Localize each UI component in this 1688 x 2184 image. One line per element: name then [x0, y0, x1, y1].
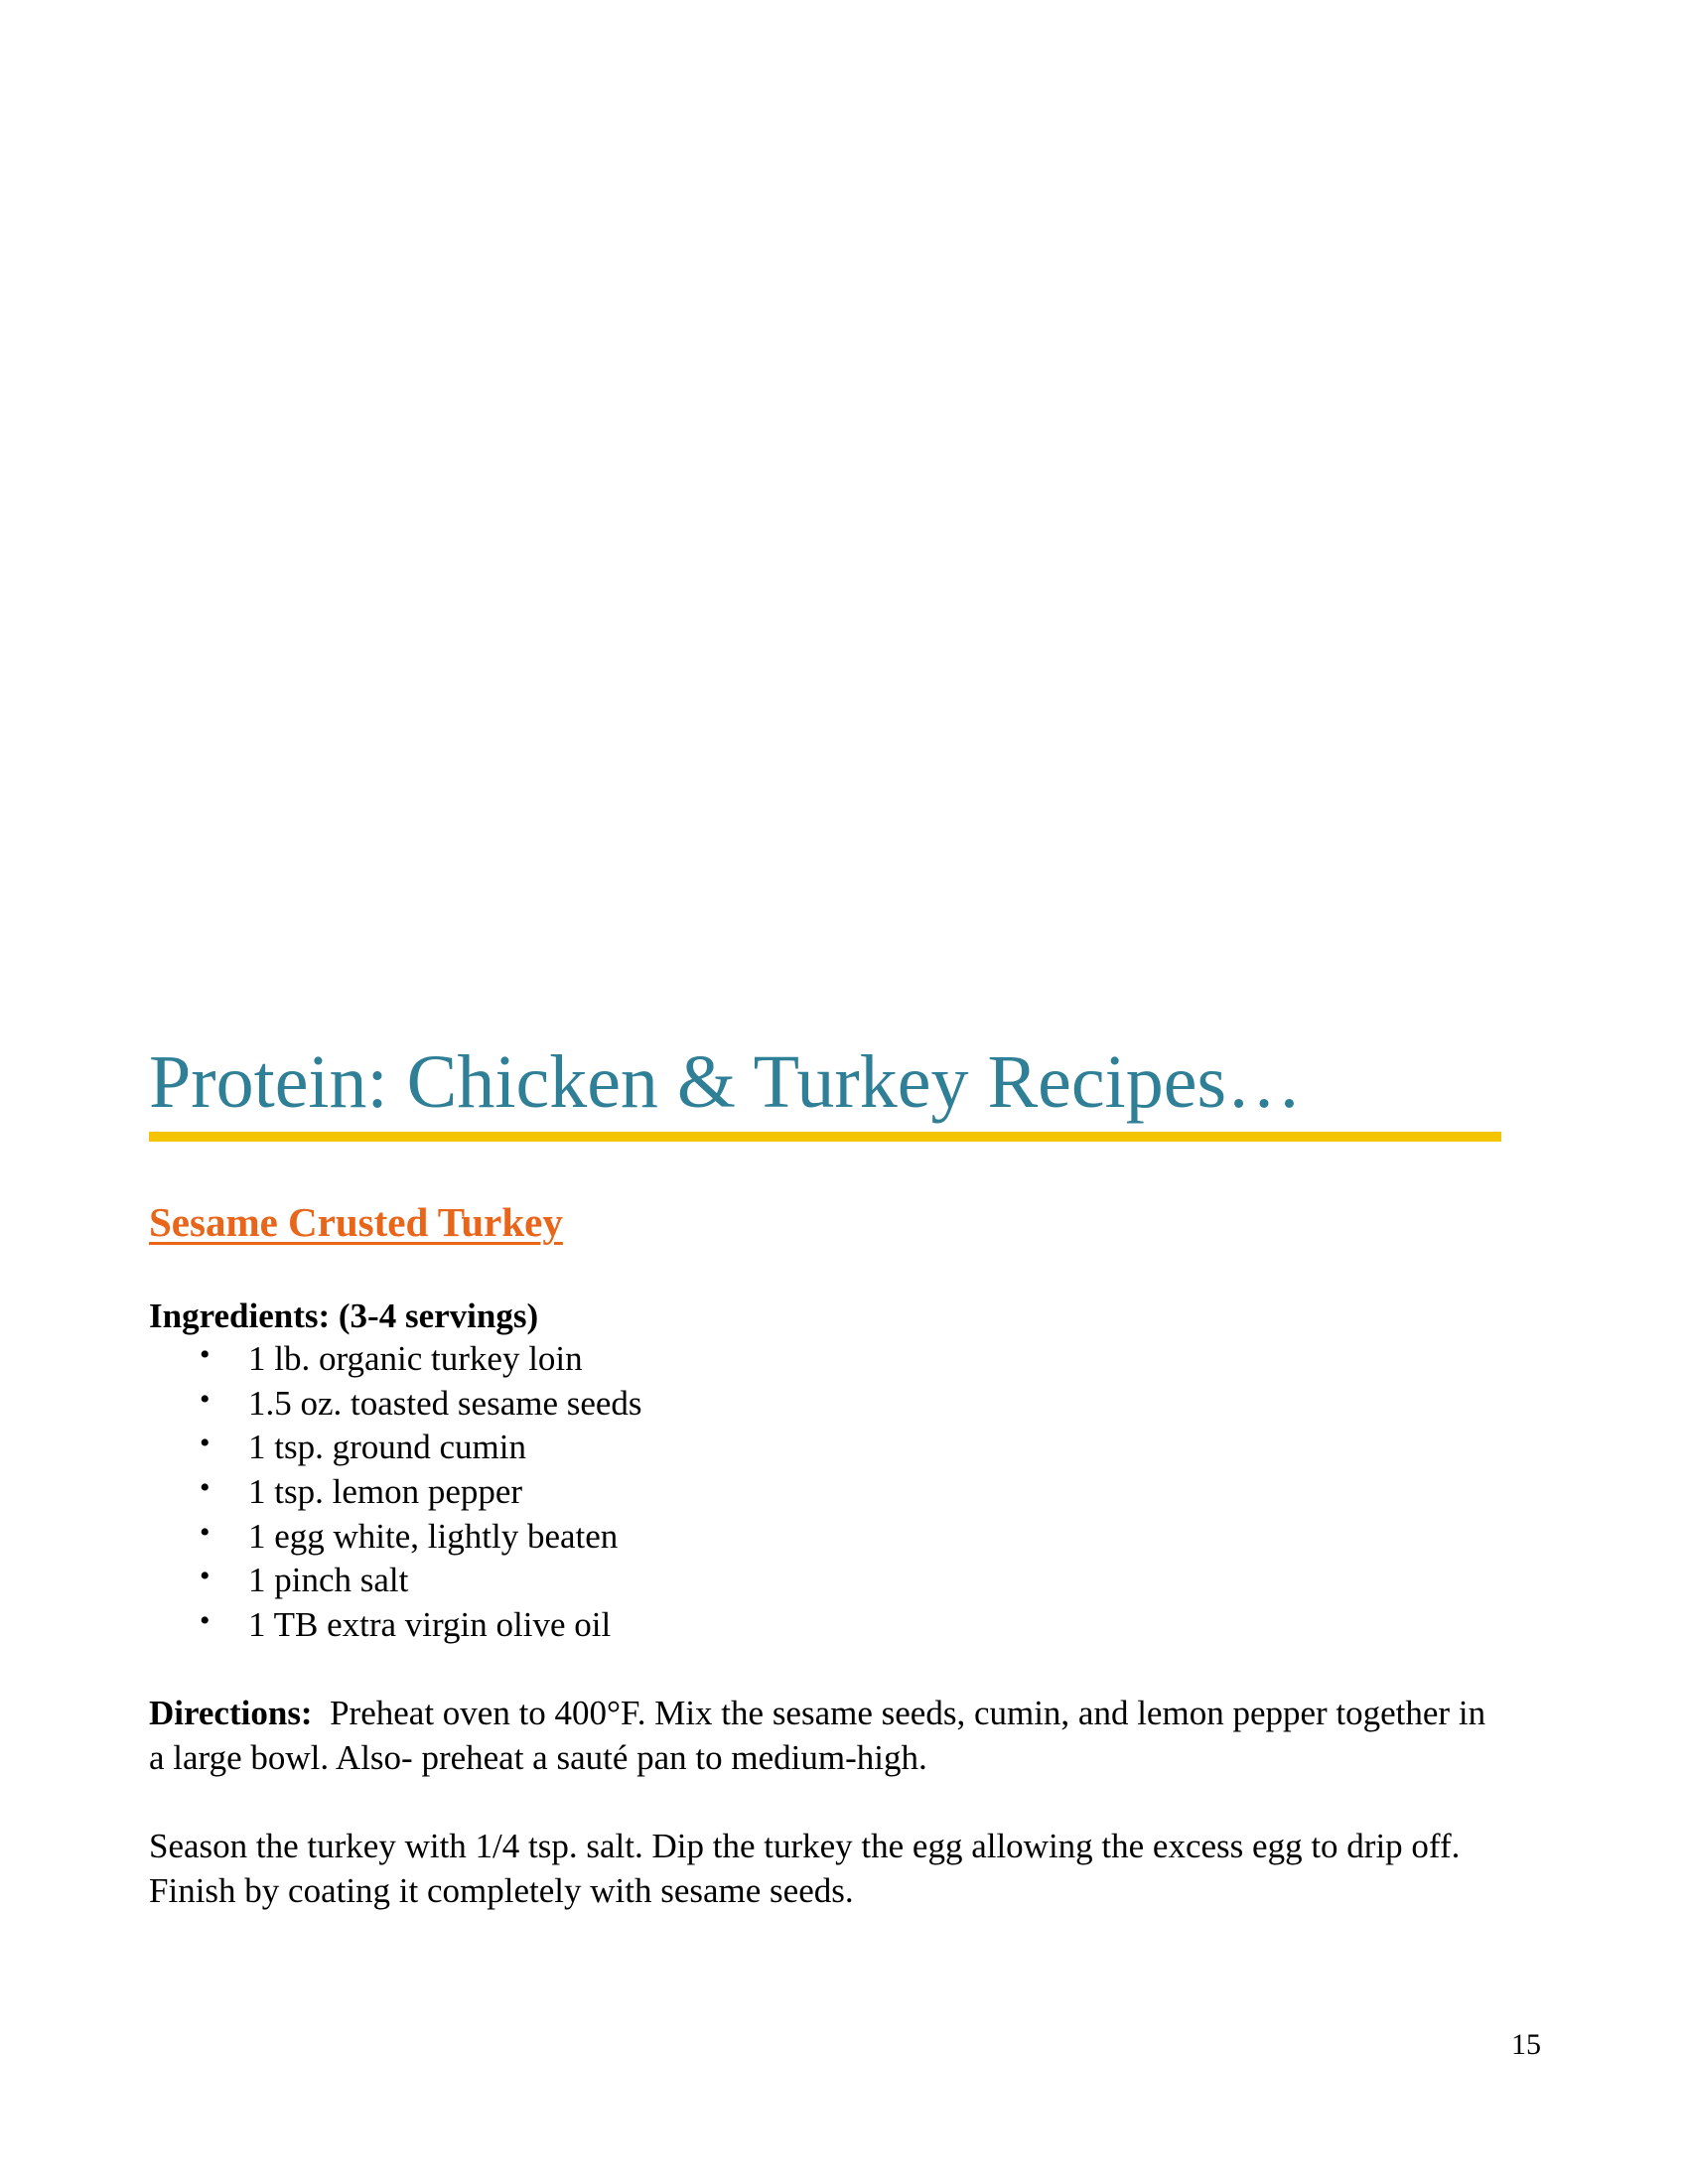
ingredient-item: [149, 1337, 642, 1382]
bullet-icon: •: [200, 1382, 211, 1416]
ingredient-item: [149, 1515, 642, 1560]
bullet-icon: •: [200, 1515, 211, 1549]
ingredient-text: 1.5 oz. toasted sesame seeds: [248, 1383, 642, 1423]
ingredient-text: 1 lb. organic turkey loin: [248, 1339, 583, 1378]
ingredient-text: 1 pinch salt: [248, 1561, 409, 1600]
ingredient-text: 1 egg white, lightly beaten: [248, 1516, 619, 1556]
directions-text: Preheat oven to 400°F. Mix the sesame seeds, cumin, and lemon pepper together in a large bowl. Also- preheat a sauté pan to medium-high.: [149, 1694, 1486, 1777]
ingredient-text: 1 tsp. ground cumin: [248, 1428, 526, 1467]
ingredient-item: [149, 1470, 642, 1515]
ingredient-text: 1 TB extra virgin olive oil: [248, 1605, 612, 1645]
directions-label: Directions:: [149, 1694, 313, 1732]
bullet-icon: •: [200, 1471, 211, 1505]
ingredient-item: [149, 1559, 642, 1603]
bullet-icon: •: [200, 1427, 211, 1460]
ingredient-text: 1 tsp. lemon pepper: [248, 1472, 523, 1512]
recipe-title: Sesame Crusted Turkey: [149, 1199, 563, 1245]
ingredients-heading: Ingredients: (3-4 servings): [149, 1297, 539, 1335]
page-number: 15: [1511, 2028, 1541, 2061]
title-underline-rule: [149, 1132, 1501, 1142]
ingredient-list: [149, 1337, 642, 1648]
directions-paragraph: [149, 1692, 1509, 1780]
ingredient-item: [149, 1426, 642, 1470]
season-paragraph: Season the turkey with 1/4 tsp. salt. Dip the turkey the egg allowing the excess egg to drip off. Finish by coating it completely with sesame seeds.: [149, 1827, 1461, 1910]
ingredient-item: [149, 1382, 642, 1427]
bullet-icon: •: [200, 1338, 211, 1371]
bullet-icon: •: [200, 1604, 211, 1638]
bullet-icon: •: [200, 1560, 211, 1593]
section-title: Protein: Chicken & Turkey Recipes…: [149, 1040, 1303, 1124]
ingredient-item: [149, 1603, 642, 1648]
